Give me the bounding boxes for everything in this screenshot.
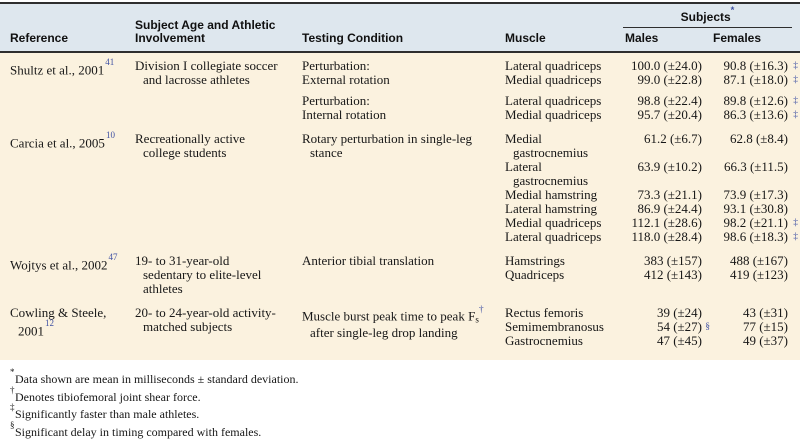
females-value-cell-text: 89.8 (±12.6): [723, 93, 788, 108]
muscle-line: gastrocnemius: [505, 146, 625, 160]
males-value-cell-text: 73.3 (±21.1): [637, 187, 702, 202]
muscle-line: gastrocnemius: [505, 174, 625, 188]
females-value-cell: [713, 108, 800, 122]
males-value-cell: [625, 108, 713, 122]
testing-condition-line: Rotary perturbation in single-leg: [302, 132, 505, 146]
reference-line: Cowling & Steele,: [10, 306, 135, 320]
testing-condition-line: Anterior tibial translation: [302, 254, 505, 268]
testing-condition-line: Perturbation:: [302, 94, 505, 108]
muscle-row: [505, 306, 800, 320]
females-value-cell-text: 49 (±37): [743, 333, 788, 348]
muscle-rows: [505, 132, 800, 244]
muscle-row: [505, 188, 800, 202]
muscle-row: [505, 94, 800, 108]
males-value-cell-text: 412 (±143): [644, 267, 702, 282]
muscle-cell: [505, 59, 625, 73]
column-header-reference: [10, 32, 68, 45]
males-value-cell-text: 383 (±157): [644, 253, 702, 268]
citation-superscript[interactable]: 10: [106, 130, 115, 140]
muscle-row: [505, 160, 800, 188]
females-value-cell: [713, 306, 800, 320]
subject-line: athletes: [135, 282, 302, 296]
subject-line: Recreationally active: [135, 132, 302, 146]
muscle-line: Lateral quadriceps: [505, 94, 625, 108]
asterisk-footnote-marker: *: [731, 5, 735, 16]
muscle-cell: [505, 73, 625, 87]
footnote: *Data shown are mean in milliseconds ± standard deviation.: [10, 369, 800, 387]
females-value-cell-text: 98.6 (±18.3): [723, 229, 788, 244]
males-value-cell-text: 118.0 (±28.4): [631, 229, 702, 244]
females-value-cell-text: 90.8 (±16.3): [723, 58, 788, 73]
females-value-cell: [713, 188, 800, 202]
muscle-line: Medial quadriceps: [505, 216, 625, 230]
muscle-cell: [505, 132, 625, 160]
females-value-cell-text: 419 (±123): [730, 267, 788, 282]
dagger-footnote-marker: †: [479, 305, 484, 315]
females-value-cell-text: 98.2 (±21.1): [723, 215, 788, 230]
footnote-marker: †: [10, 385, 15, 395]
females-value-cell: [713, 132, 800, 160]
males-value-cell: [625, 202, 713, 216]
condition-muscle-group: [302, 59, 800, 122]
citation-superscript[interactable]: 47: [109, 252, 118, 262]
column-header-reference-line: Reference: [10, 32, 68, 45]
stat-footnote-marker: ‡: [793, 94, 798, 108]
muscle-cell: [505, 160, 625, 188]
study-row: [0, 254, 800, 296]
column-header-males-line: Males: [625, 32, 658, 45]
males-value-cell: [625, 188, 713, 202]
males-value-cell: [625, 254, 713, 268]
muscle-cell: [505, 216, 625, 230]
muscle-row: [505, 334, 800, 348]
females-value-cell: [713, 160, 800, 188]
testing-condition-segment: [302, 254, 800, 282]
testing-condition-cell: [302, 306, 505, 348]
muscle-cell: [505, 306, 625, 320]
muscle-row: [505, 320, 800, 334]
males-value-cell-text: 99.0 (±22.8): [637, 72, 702, 87]
citation-superscript[interactable]: 41: [105, 57, 114, 67]
males-value-cell-text: 54 (±27): [657, 319, 702, 334]
muscle-line: Medial hamstring: [505, 188, 625, 202]
stat-footnote-marker: ‡: [793, 216, 798, 230]
subject-line: Division I collegiate soccer: [135, 59, 302, 73]
muscle-line: Rectus femoris: [505, 306, 625, 320]
females-value-cell-text: 62.8 (±8.4): [730, 131, 788, 146]
subjects-column-group: [623, 7, 792, 28]
muscle-line: Medial: [505, 132, 625, 146]
muscle-line: Lateral hamstring: [505, 202, 625, 216]
column-header-muscle: [505, 32, 546, 45]
subject-line: sedentary to elite-level: [135, 268, 302, 282]
males-value-cell-text: 112.1 (±28.6): [631, 215, 702, 230]
muscle-line: Medial quadriceps: [505, 73, 625, 87]
muscle-row: [505, 59, 800, 73]
muscle-rows: [505, 254, 800, 282]
muscle-rows: [505, 94, 800, 122]
testing-condition-line: Perturbation:: [302, 59, 505, 73]
study-row: [0, 306, 800, 348]
footnote: §Significant delay in timing compared with females.: [10, 422, 800, 439]
males-value-cell: [625, 94, 713, 108]
males-value-cell: [625, 230, 713, 244]
table-header: [0, 4, 800, 53]
females-value-cell-text: 93.1 (±30.8): [723, 201, 788, 216]
subject-line: 19- to 31-year-old: [135, 254, 302, 268]
column-header-females-line: Females: [713, 32, 761, 45]
males-value-cell: [625, 334, 713, 348]
study-results-table: [0, 2, 800, 430]
study-row: [0, 132, 800, 244]
footnote-marker: §: [10, 420, 15, 430]
muscle-cell: [505, 188, 625, 202]
footnote-marker: *: [10, 367, 15, 377]
muscle-row: [505, 230, 800, 244]
muscle-cell: [505, 202, 625, 216]
muscle-line: Lateral: [505, 160, 625, 174]
testing-condition-line: Muscle burst peak time to peak Fs†: [302, 306, 505, 326]
reference-line: Shultz et al., 2001$^{41}$: [10, 59, 135, 77]
testing-condition-segment: [302, 59, 800, 87]
muscle-line: Gastrocnemius: [505, 334, 625, 348]
females-value-cell: [713, 73, 800, 87]
footnote-marker: ‡: [10, 402, 15, 412]
females-value-cell: [713, 254, 800, 268]
testing-condition-segment: [302, 94, 800, 122]
males-value-cell-text: 95.7 (±20.4): [637, 107, 702, 122]
muscle-cell: [505, 320, 625, 334]
testing-condition-line: stance: [302, 146, 505, 160]
subject-cell: [135, 306, 302, 348]
table-body: [0, 53, 800, 360]
females-value-cell-text: 86.3 (±13.6): [723, 107, 788, 122]
muscle-cell: [505, 334, 625, 348]
muscle-line: Medial quadriceps: [505, 108, 625, 122]
column-header-males: [625, 32, 658, 45]
females-value-cell: [713, 94, 800, 108]
muscle-line: Lateral quadriceps: [505, 59, 625, 73]
condition-muscle-group: [302, 132, 800, 244]
muscle-cell: [505, 94, 625, 108]
testing-condition-segment: [302, 132, 800, 244]
column-header-subject-age-and-athletic-involvement-line: Subject Age and Athletic: [135, 19, 275, 32]
females-value-cell-text: 43 (±31): [743, 305, 788, 320]
condition-muscle-group: [302, 254, 800, 296]
muscle-line: Lateral quadriceps: [505, 230, 625, 244]
females-value-cell: [713, 59, 800, 73]
muscle-row: [505, 132, 800, 160]
muscle-row: [505, 254, 800, 268]
column-header-subject-age-and-athletic-involvement: [135, 19, 275, 45]
column-header-testing-condition: [302, 32, 403, 45]
testing-condition-line: Internal rotation: [302, 108, 505, 122]
males-value-cell: [625, 306, 713, 320]
muscle-cell: [505, 230, 625, 244]
females-value-cell-text: 66.3 (±11.5): [724, 159, 788, 174]
footnote: ‡Significantly faster than male athletes.: [10, 404, 800, 422]
testing-condition-line: after single-leg drop landing: [302, 326, 505, 340]
muscle-cell: [505, 254, 625, 268]
column-header-subject-age-and-athletic-involvement-line: Involvement: [135, 32, 275, 45]
females-value-cell-text: 87.1 (±18.0): [723, 72, 788, 87]
females-value-cell-text: 77 (±15): [743, 319, 788, 334]
subscript-s: s: [475, 314, 479, 324]
muscle-row: [505, 73, 800, 87]
males-value-cell-text: 61.2 (±6.7): [644, 131, 702, 146]
reference-cell: [10, 254, 135, 296]
subject-line: and lacrosse athletes: [135, 73, 302, 87]
testing-condition-segment: [302, 306, 800, 348]
males-value-cell: [625, 216, 713, 230]
muscle-row: [505, 216, 800, 230]
testing-condition-cell: [302, 254, 505, 282]
reference-line: 2001$^{12}$: [10, 320, 135, 338]
reference-line: Wojtys et al., 2002$^{47}$: [10, 254, 135, 272]
subject-cell: [135, 132, 302, 244]
condition-muscle-group: [302, 306, 800, 348]
males-value-cell: [625, 160, 713, 188]
stat-footnote-marker: ‡: [793, 230, 798, 244]
reference-line: Carcia et al., 2005$^{10}$: [10, 132, 135, 150]
testing-condition-cell: [302, 94, 505, 122]
testing-condition-line: External rotation: [302, 73, 505, 87]
subject-cell: [135, 254, 302, 296]
muscle-line: Quadriceps: [505, 268, 625, 282]
males-value-cell: [625, 73, 713, 87]
column-header-muscle-line: Muscle: [505, 32, 546, 45]
muscle-line: Semimembranosus: [505, 320, 625, 334]
females-value-cell: [713, 202, 800, 216]
males-value-cell-text: 100.0 (±24.0): [631, 58, 702, 73]
study-row: [0, 59, 800, 122]
females-value-cell: [713, 268, 800, 282]
subject-cell: [135, 59, 302, 122]
females-value-cell: [713, 230, 800, 244]
males-value-cell-text: 86.9 (±24.4): [637, 201, 702, 216]
males-value-cell: [625, 132, 713, 160]
males-value-cell: [625, 320, 713, 334]
males-value-cell-text: 39 (±24): [657, 305, 702, 320]
females-value-cell-text: 488 (±167): [730, 253, 788, 268]
males-value-cell-text: 98.8 (±22.4): [637, 93, 702, 108]
females-value-cell: [713, 216, 800, 230]
reference-cell: [10, 306, 135, 348]
stat-footnote-marker: ‡: [793, 73, 798, 87]
testing-condition-cell: [302, 59, 505, 87]
muscle-rows: [505, 59, 800, 87]
muscle-row: [505, 202, 800, 216]
females-value-cell: [713, 334, 800, 348]
stat-footnote-marker: §: [705, 320, 710, 334]
muscle-line: Hamstrings: [505, 254, 625, 268]
subject-line: college students: [135, 146, 302, 160]
column-header-testing-condition-line: Testing Condition: [302, 32, 403, 45]
reference-cell: [10, 59, 135, 122]
muscle-cell: [505, 268, 625, 282]
subjects-group-label: Subjects: [681, 10, 731, 24]
males-value-cell: [625, 268, 713, 282]
muscle-row: [505, 108, 800, 122]
reference-cell: [10, 132, 135, 244]
column-header-females: [713, 32, 761, 45]
testing-condition-cell: [302, 132, 505, 244]
footnote: †Denotes tibiofemoral joint shear force.: [10, 387, 800, 405]
muscle-rows: [505, 306, 800, 348]
subject-line: matched subjects: [135, 320, 302, 334]
males-value-cell-text: 47 (±45): [657, 333, 702, 348]
muscle-row: [505, 268, 800, 282]
muscle-cell: [505, 108, 625, 122]
males-value-cell: [625, 59, 713, 73]
stat-footnote-marker: ‡: [793, 108, 798, 122]
subject-line: 20- to 24-year-old activity-: [135, 306, 302, 320]
females-value-cell: [713, 320, 800, 334]
males-value-cell-text: 63.9 (±10.2): [637, 159, 702, 174]
females-value-cell-text: 73.9 (±17.3): [723, 187, 788, 202]
table-footnotes: [0, 360, 800, 439]
stat-footnote-marker: ‡: [793, 59, 798, 73]
citation-superscript[interactable]: 12: [45, 318, 54, 328]
